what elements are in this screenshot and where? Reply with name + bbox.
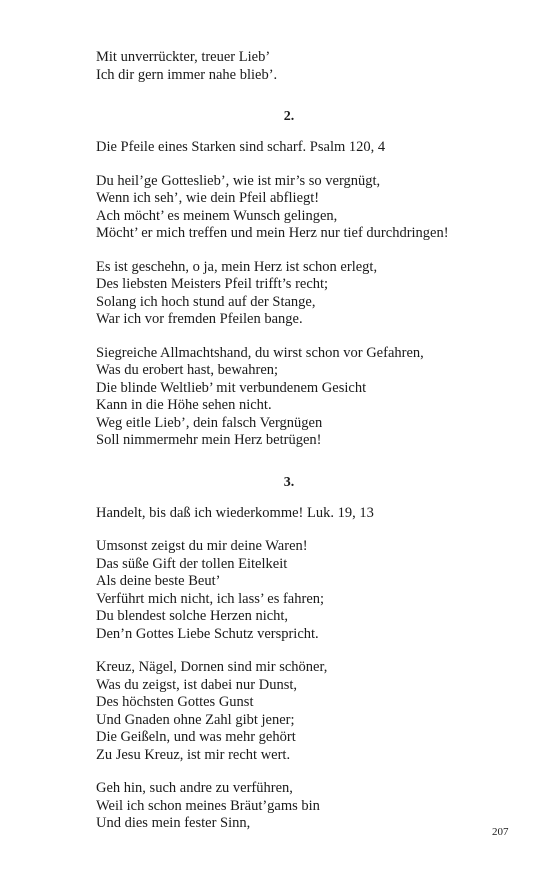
verse-line: War ich vor fremden Pfeilen bange. [96, 311, 303, 327]
verse-line: Das süße Gift der tollen Eitelkeit [96, 555, 288, 572]
page-content [96, 49, 516, 849]
stanza [96, 345, 516, 450]
verse-line: Ach möcht’ es meinem Wunsch gelingen, [96, 207, 338, 224]
verse-line: Wenn ich seh’, wie dein Pfeil abfliegt! [96, 190, 320, 206]
verse-line: Kann in die Höhe sehen nicht. [96, 397, 272, 413]
verse-line: Die blinde Weltlieb’ mit verbundenem Gesicht [96, 379, 367, 396]
verse-line: Die Geißeln, und was mehr gehört [96, 729, 296, 745]
verse-line: Ich dir gern immer nahe blieb’. [96, 66, 278, 83]
verse-line: Was du zeigst, ist dabei nur Dunst, [96, 676, 297, 693]
stanza [96, 49, 516, 84]
section-motto: Die Pfeile eines Starken sind scharf. Psalm 120, 4 [96, 139, 386, 155]
section-number: 3. [283, 474, 295, 490]
page-number: 207 [492, 826, 509, 838]
verse-line: Kreuz, Nägel, Dornen sind mir schöner, [96, 659, 328, 675]
verse-line: Und Gnaden ohne Zahl gibt jener; [96, 711, 295, 728]
verse-line: Soll nimmermehr mein Herz betrügen! [96, 432, 322, 448]
verse-line: Siegreiche Allmachtshand, du wirst schon vor Gefahren, [96, 344, 424, 361]
verse-line: Du heil’ge Gotteslieb’, wie ist mir’s so vergnügt, [96, 172, 381, 189]
verse-line: Möcht’ er mich treffen und mein Herz nur tief durchdringen! [96, 225, 449, 241]
stanza [96, 780, 516, 833]
verse-line: Mit unverrückter, treuer Lieb’ [96, 49, 271, 65]
verse-line: Verführt mich nicht, ich lass’ es fahren; [96, 590, 325, 607]
verse-line: Umsonst zeigst du mir deine Waren! [96, 538, 308, 554]
section-motto: Handelt, bis daß ich wiederkomme! Luk. 19, 13 [96, 504, 374, 521]
verse-line: Solang ich hoch stund auf der Stange, [96, 293, 316, 310]
verse-line: Weg eitle Lieb’, dein falsch Vergnügen [96, 414, 323, 431]
verse-line: Und dies mein fester Sinn, [96, 815, 251, 831]
stanza [96, 173, 516, 243]
verse-line: Du blendest solche Herzen nicht, [96, 608, 289, 624]
verse-line: Als deine beste Beut’ [96, 573, 221, 589]
verse-line: Geh hin, such andre zu verführen, [96, 780, 293, 796]
verse-line: Zu Jesu Kreuz, ist mir recht wert. [96, 746, 291, 763]
verse-line: Den’n Gottes Liebe Schutz verspricht. [96, 625, 319, 642]
verse-line: Es ist geschehn, o ja, mein Herz ist schon erlegt, [96, 258, 378, 275]
verse-line: Was du erobert hast, bewahren; [96, 362, 279, 378]
stanza [96, 259, 516, 329]
verse-line: Weil ich schon meines Bräut’gams bin [96, 797, 320, 814]
verse-line: Des höchsten Gottes Gunst [96, 694, 254, 710]
stanza [96, 659, 516, 764]
section-number: 2. [283, 109, 295, 124]
verse-line: Des liebsten Meisters Pfeil trifft’s recht; [96, 276, 329, 292]
stanza [96, 538, 516, 643]
